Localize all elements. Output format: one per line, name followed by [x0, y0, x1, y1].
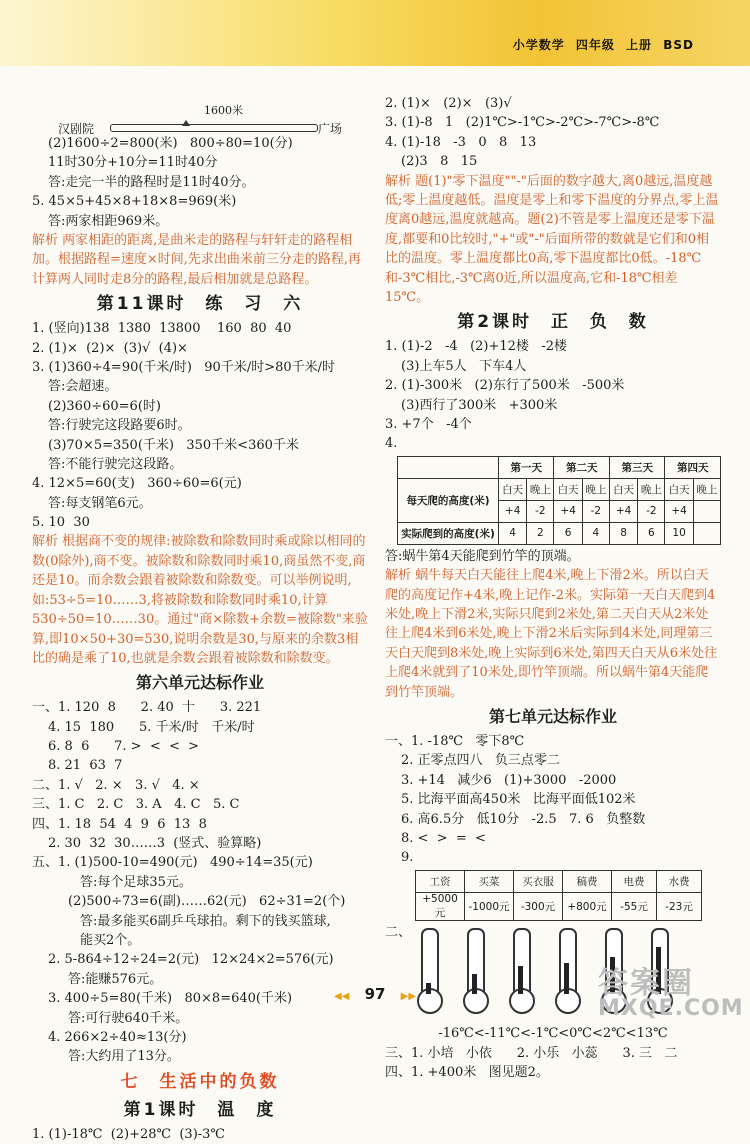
answer-line: 答:大约用了13分。	[68, 1049, 180, 1065]
answer-line: 4. 15 180 5. 千米/时 千米/时	[48, 719, 255, 735]
table-corner	[398, 456, 499, 478]
day-header: 第二天	[554, 456, 609, 478]
finance-value: +5000元	[416, 892, 465, 920]
answer-line: 一、1. -18℃ 零下8℃	[385, 733, 525, 749]
route-distance: 1600米	[204, 104, 243, 117]
answer-line: 二、1. √ 2. × 3. √ 4. ×	[32, 777, 200, 793]
finance-table	[415, 870, 702, 921]
table-cell: +4	[554, 500, 582, 522]
lesson-title: 第11课时 练 习 六	[96, 294, 304, 315]
table-cell: 10	[665, 522, 693, 544]
route-bar	[110, 124, 318, 132]
answer-line: 11时30分+10分=11时40分	[48, 155, 218, 171]
answer-line: 答:最多能买6副乒乓球拍。剩下的钱买篮球,	[80, 913, 331, 929]
route-midpoint-marker	[182, 120, 190, 126]
table-cell: +4	[609, 500, 637, 522]
watermark-line: MXQE.COM	[598, 996, 744, 1021]
answer-line: 2. (1)-300米 (2)东行了500米 -500米	[385, 378, 625, 394]
answer-line: 答:会超速。	[48, 379, 118, 395]
answer-line: 答:蜗牛第4天能爬到竹竿的顶端。	[385, 548, 580, 564]
thermometer-order: -16℃<-11℃<-1℃<0℃<2℃<13℃	[438, 1026, 668, 1042]
sub-header: 晚上	[638, 478, 665, 500]
answer-line: (2)500÷73=6(副)……62(元) 62÷31=2(个)	[68, 894, 346, 910]
answer-line: (2)3 8 15	[401, 154, 478, 170]
row-label: 实际爬到的高度(米)	[398, 522, 499, 544]
sub-header: 白天	[609, 478, 637, 500]
answer-line: 1. (1)-2 -4 (2)+12楼 -2楼	[385, 339, 567, 355]
answer-line: (2)1600÷2=800(米) 800÷80=10(分)	[48, 136, 293, 151]
answer-line: 8. < > = <	[401, 830, 486, 846]
answer-line: (2)360÷60=6(时)	[48, 398, 161, 414]
page-header	[0, 0, 750, 66]
table-cell: +4	[499, 500, 527, 522]
answer-line: 6. 8 6 7. > < < >	[48, 739, 200, 755]
finance-header: 电费	[612, 870, 657, 892]
answer-line: 2. (1)× (2)× (3)√	[385, 96, 512, 111]
sub-header: 晚上	[582, 478, 609, 500]
sub-header: 晚上	[693, 478, 720, 500]
answer-line: 5. 10 30	[32, 515, 90, 531]
answer-line: 4. (1)-18 -3 0 8 13	[385, 134, 537, 150]
answer-line: 答:不能行驶完这段路。	[48, 456, 183, 472]
chapter-title: 七 生活中的负数	[120, 1071, 280, 1092]
answer-line: 2. 5-864÷12÷24=2(元) 12×24×2=576(元)	[48, 952, 334, 968]
route-start: 汉剧院	[58, 122, 95, 136]
answer-line: 3. (1)-8 1 (2)1℃>-1℃>-2℃>-7℃>-8℃	[385, 115, 660, 131]
answer-line: 一、1. 120 8 2. 40 十 3. 221	[32, 700, 262, 716]
answer-line: 4. 266×2÷40≈13(分)	[48, 1029, 187, 1045]
finance-value: +800元	[563, 892, 612, 920]
route-diagram	[32, 94, 368, 134]
table-cell: 2	[527, 522, 554, 544]
answer-line: 1. (1)-18℃ (2)+28℃ (3)-3℃	[32, 1126, 225, 1142]
answer-line: 五、1. (1)500-10=490(元) 490÷14=35(元)	[32, 855, 313, 871]
answer-line: 2. 30 32 30……3 (竖式、验算略)	[48, 836, 262, 852]
answer-line: (3)西行了300米 +300米	[401, 397, 558, 413]
answer-line: 6. 高6.5分 低10分 -2.5 7. 6 负整数	[401, 811, 646, 827]
answer-line: 能买2个。	[80, 933, 141, 948]
unit-test-title: 第六单元达标作业	[135, 673, 264, 693]
finance-value: -300元	[514, 892, 563, 920]
answer-line: 二、	[385, 924, 412, 940]
table-cell	[693, 522, 720, 544]
answer-line: 3. +7个 -4个	[385, 416, 472, 432]
page-number: 97	[364, 985, 386, 1003]
answer-line: 四、1. 18 54 4 9 6 13 8	[32, 816, 207, 832]
answer-line: 5. 比海平面高450米 比海平面低102米	[401, 792, 636, 808]
table-cell: 8	[609, 522, 637, 544]
answer-line: 4. 12×5=60(支) 360÷60=6(元)	[32, 476, 242, 492]
next-arrow-icon: ▶▶	[400, 991, 417, 1002]
finance-header: 工资	[416, 870, 465, 892]
book-title: 小学数学 四年级 上册 BSD	[512, 38, 694, 52]
answer-line: 答:可行驶640千米。	[68, 1010, 189, 1026]
table-cell: +4	[665, 500, 693, 522]
day-header: 第一天	[499, 456, 554, 478]
sub-header: 白天	[499, 478, 527, 500]
route-end: 广场	[318, 122, 343, 136]
answer-line: 答:两家相距969米。	[48, 213, 169, 229]
answer-line: 3. +14 减少6 (1)+3000 -2000	[401, 772, 617, 788]
table-cell: 4	[582, 522, 609, 544]
lesson-title: 第2课时 正 负 数	[457, 312, 649, 333]
answer-line: 答:能赚576元。	[68, 971, 163, 987]
day-header: 第三天	[609, 456, 664, 478]
answer-line: 9.	[401, 850, 414, 866]
prev-arrow-icon: ◀◀	[333, 991, 350, 1002]
finance-value: -23元	[657, 892, 702, 920]
table-cell: -2	[527, 500, 554, 522]
answer-line: 2. (1)× (2)× (3)√ (4)×	[32, 340, 188, 356]
answer-line: 四、1. +400米 图见题2。	[385, 1064, 549, 1080]
table-cell: -2	[638, 500, 665, 522]
sub-header: 白天	[665, 478, 693, 500]
explanation-note: 解析 题(1)"零下温度""-"后面的数字越大,离0越远,温度越低;零上温度越低。温度是零上和零下温度的分界点,零上温度离0越远,温度就越高。题(2)不管是零上温度还是零下温度,都要和0比较时,"+"或"-"后面所带的数就是它们和0相比的温度。零上温度都比0高,零下温度都比0低。-18℃和-3℃相比,-3℃离0近,所以温度高,它和-18℃相差15℃。	[385, 173, 719, 305]
answer-line: 8. 21 63 7	[48, 758, 123, 774]
day-header: 第四天	[665, 456, 721, 478]
answer-line: 答:走完一半的路程时是11时40分。	[48, 174, 255, 190]
sub-header: 晚上	[527, 478, 554, 500]
right-column	[385, 94, 721, 1082]
finance-header: 水费	[657, 870, 702, 892]
table-cell	[693, 500, 720, 522]
watermark-line: 答案圈	[598, 966, 694, 1001]
unit-test-title: 第七单元达标作业	[488, 706, 617, 726]
answer-line: 答:每个足球35元。	[80, 874, 192, 890]
answer-line: 3. (1)360÷4=90(千米/时) 90千米/时>80千米/时	[32, 359, 336, 375]
answer-line: (3)上车5人 下车4人	[401, 358, 527, 374]
table-cell: 6	[638, 522, 665, 544]
explanation-note: 解析 蜗牛每天白天能往上爬4米,晚上下滑2米。所以白天爬的高度记作+4米,晚上记作-2米。实际第一天白天爬到4米处,晚上下滑2米,实际只爬到2米处,第二天白天从2米处往上爬4米到6米处,晚上下滑2米后实际到4米处,同理第三天白天爬到8米处,晚上实际到6米处,第四天白天从6米处往上爬4米就到了10米处,即竹竿顶端。所以蜗牛第4天能爬到竹竿顶端。	[385, 568, 718, 700]
finance-header: 买衣服	[514, 870, 563, 892]
explanation-note: 解析 两家相距的距离,是曲米走的路程与轩轩走的路程相加。根据路程=速度×时间,先求出曲米前三分走的路程,再计算两人同时走8分的路程,最后相加就是总路程。	[32, 232, 362, 287]
answer-line: 3. 400÷5=80(千米) 80×8=640(千米)	[48, 991, 293, 1007]
answer-line: 2. 正零点四八 负三点零二	[401, 753, 560, 769]
lesson-title: 第1课时 温 度	[123, 1099, 277, 1120]
answer-line: 三、1. 小培 小依 2. 小乐 小蕊 3. 三 二	[385, 1045, 678, 1061]
answer-line: 1. (竖向)138 1380 13800 160 80 40	[32, 321, 292, 337]
sub-header: 白天	[554, 478, 582, 500]
answer-line: 4.	[385, 436, 398, 452]
answer-line: 5. 45×5+45×8+18×8=969(米)	[32, 194, 237, 210]
answer-line: 三、1. C 2. C 3. A 4. C 5. C	[32, 797, 240, 813]
finance-value: -1000元	[465, 892, 514, 920]
finance-header: 稿费	[563, 870, 612, 892]
row-label: 每天爬的高度(米)	[398, 478, 499, 522]
answer-line: (3)70×5=350(千米) 350千米<360千米	[48, 437, 299, 453]
table-cell: -2	[582, 500, 609, 522]
watermark	[598, 958, 744, 1024]
finance-header: 买菜	[465, 870, 514, 892]
answer-line: 答:每支钢笔6元。	[48, 495, 152, 511]
explanation-note: 解析 根据商不变的规律:被除数和除数同时乘或除以相同的数(0除外),商不变。被除数和除数同时乘10,商虽然不变,商还是10。而余数会跟着被除数和除数变。可以举例说明,如:53÷5=10……3,将被除数和除数同时乘10,计算530÷50=10……30。通过"商×除数+余数=被除数"来验算,即10×50+30=530,说明余数是30,与原来的余数3相比的确是乘了10,也就是余数会跟着被除数和除数变。	[32, 534, 368, 666]
table-cell: 6	[554, 522, 582, 544]
answer-line: 答:行驶完这段路要6时。	[48, 418, 191, 434]
table-cell: 4	[499, 522, 527, 544]
snail-table	[397, 456, 721, 545]
finance-value: -55元	[612, 892, 657, 920]
